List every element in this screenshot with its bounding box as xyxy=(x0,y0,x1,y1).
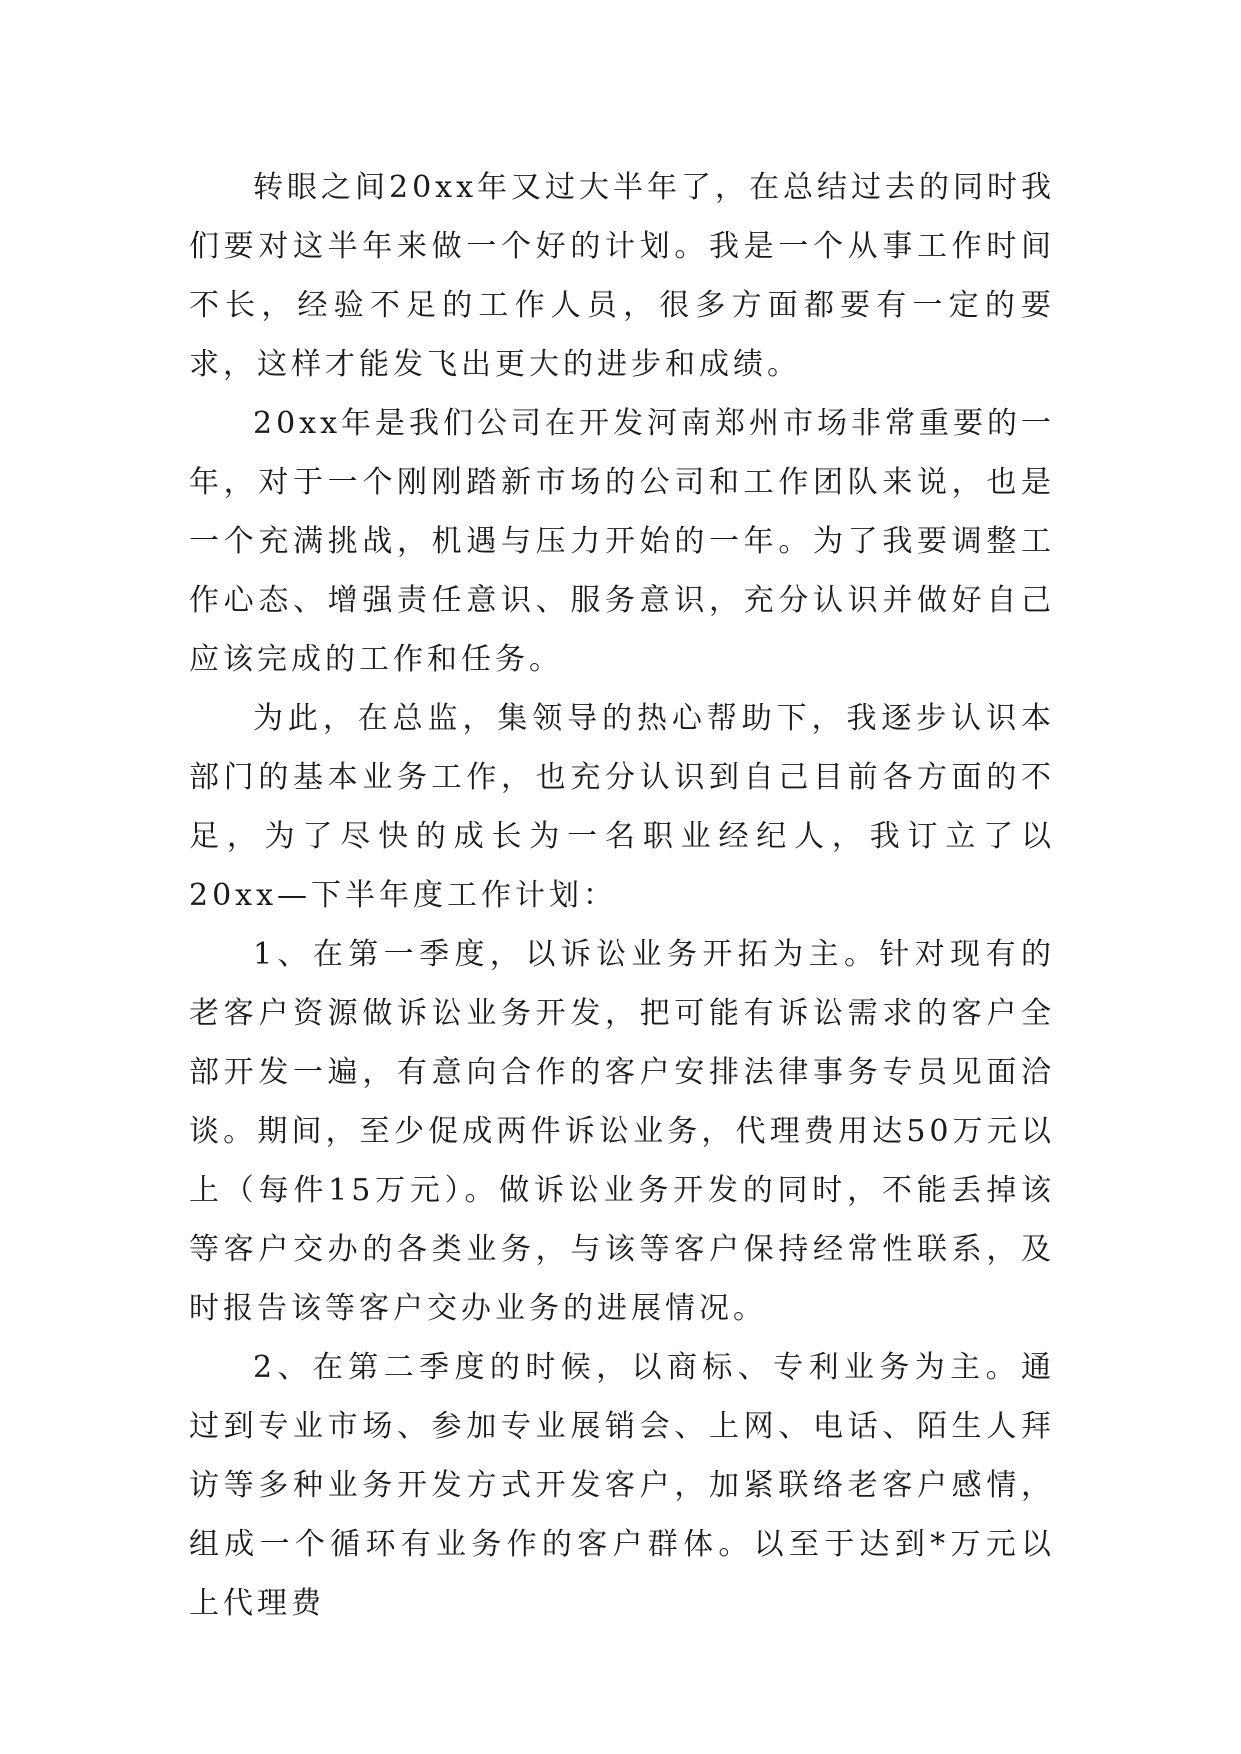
paragraph-3: 为此，在总监，集领导的热心帮助下，我逐步认识本部门的基本业务工作，也充分认识到自己目前各方面的不足，为了尽快的成长为一名职业经纪人，我订立了以20xx—下半年度工作计划： xyxy=(189,701,1055,913)
document-body xyxy=(189,158,1055,1633)
paragraph-2: 20xx年是我们公司在开发河南郑州市场非常重要的一年，对于一个刚刚踏新市场的公司和工作团队来说，也是一个充满挑战，机遇与压力开始的一年。为了我要调整工作心态、增强责任意识、服务意识，充分认识并做好自己应该完成的工作和任务。 xyxy=(189,406,1056,677)
paragraph-5: 2、在第二季度的时候，以商标、专利业务为主。通过到专业市场、参加专业展销会、上网、电话、陌生人拜访等多种业务开发方式开发客户，加紧联络老客户感情，组成一个循环有业务作的客户群体。以至于达到*万元以上代理费 xyxy=(189,1350,1055,1621)
paragraph-4: 1、在第一季度，以诉讼业务开拓为主。针对现有的老客户资源做诉讼业务开发，把可能有诉讼需求的客户全部开发一遍，有意向合作的客户安排法律事务专员见面洽谈。期间，至少促成两件诉讼业务，代理费用达50万元以上（每件15万元）。做诉讼业务开发的同时，不能丢掉该等客户交办的各类业务，与该等客户保持经常性联系，及时报告该等客户交办业务的进展情况。 xyxy=(189,937,1055,1326)
paragraph-1: 转眼之间20xx年又过大半年了，在总结过去的同时我们要对这半年来做一个好的计划。我是一个从事工作时间不长，经验不足的工作人员，很多方面都要有一定的要求，这样才能发飞出更大的进步和成绩。 xyxy=(189,170,1056,382)
